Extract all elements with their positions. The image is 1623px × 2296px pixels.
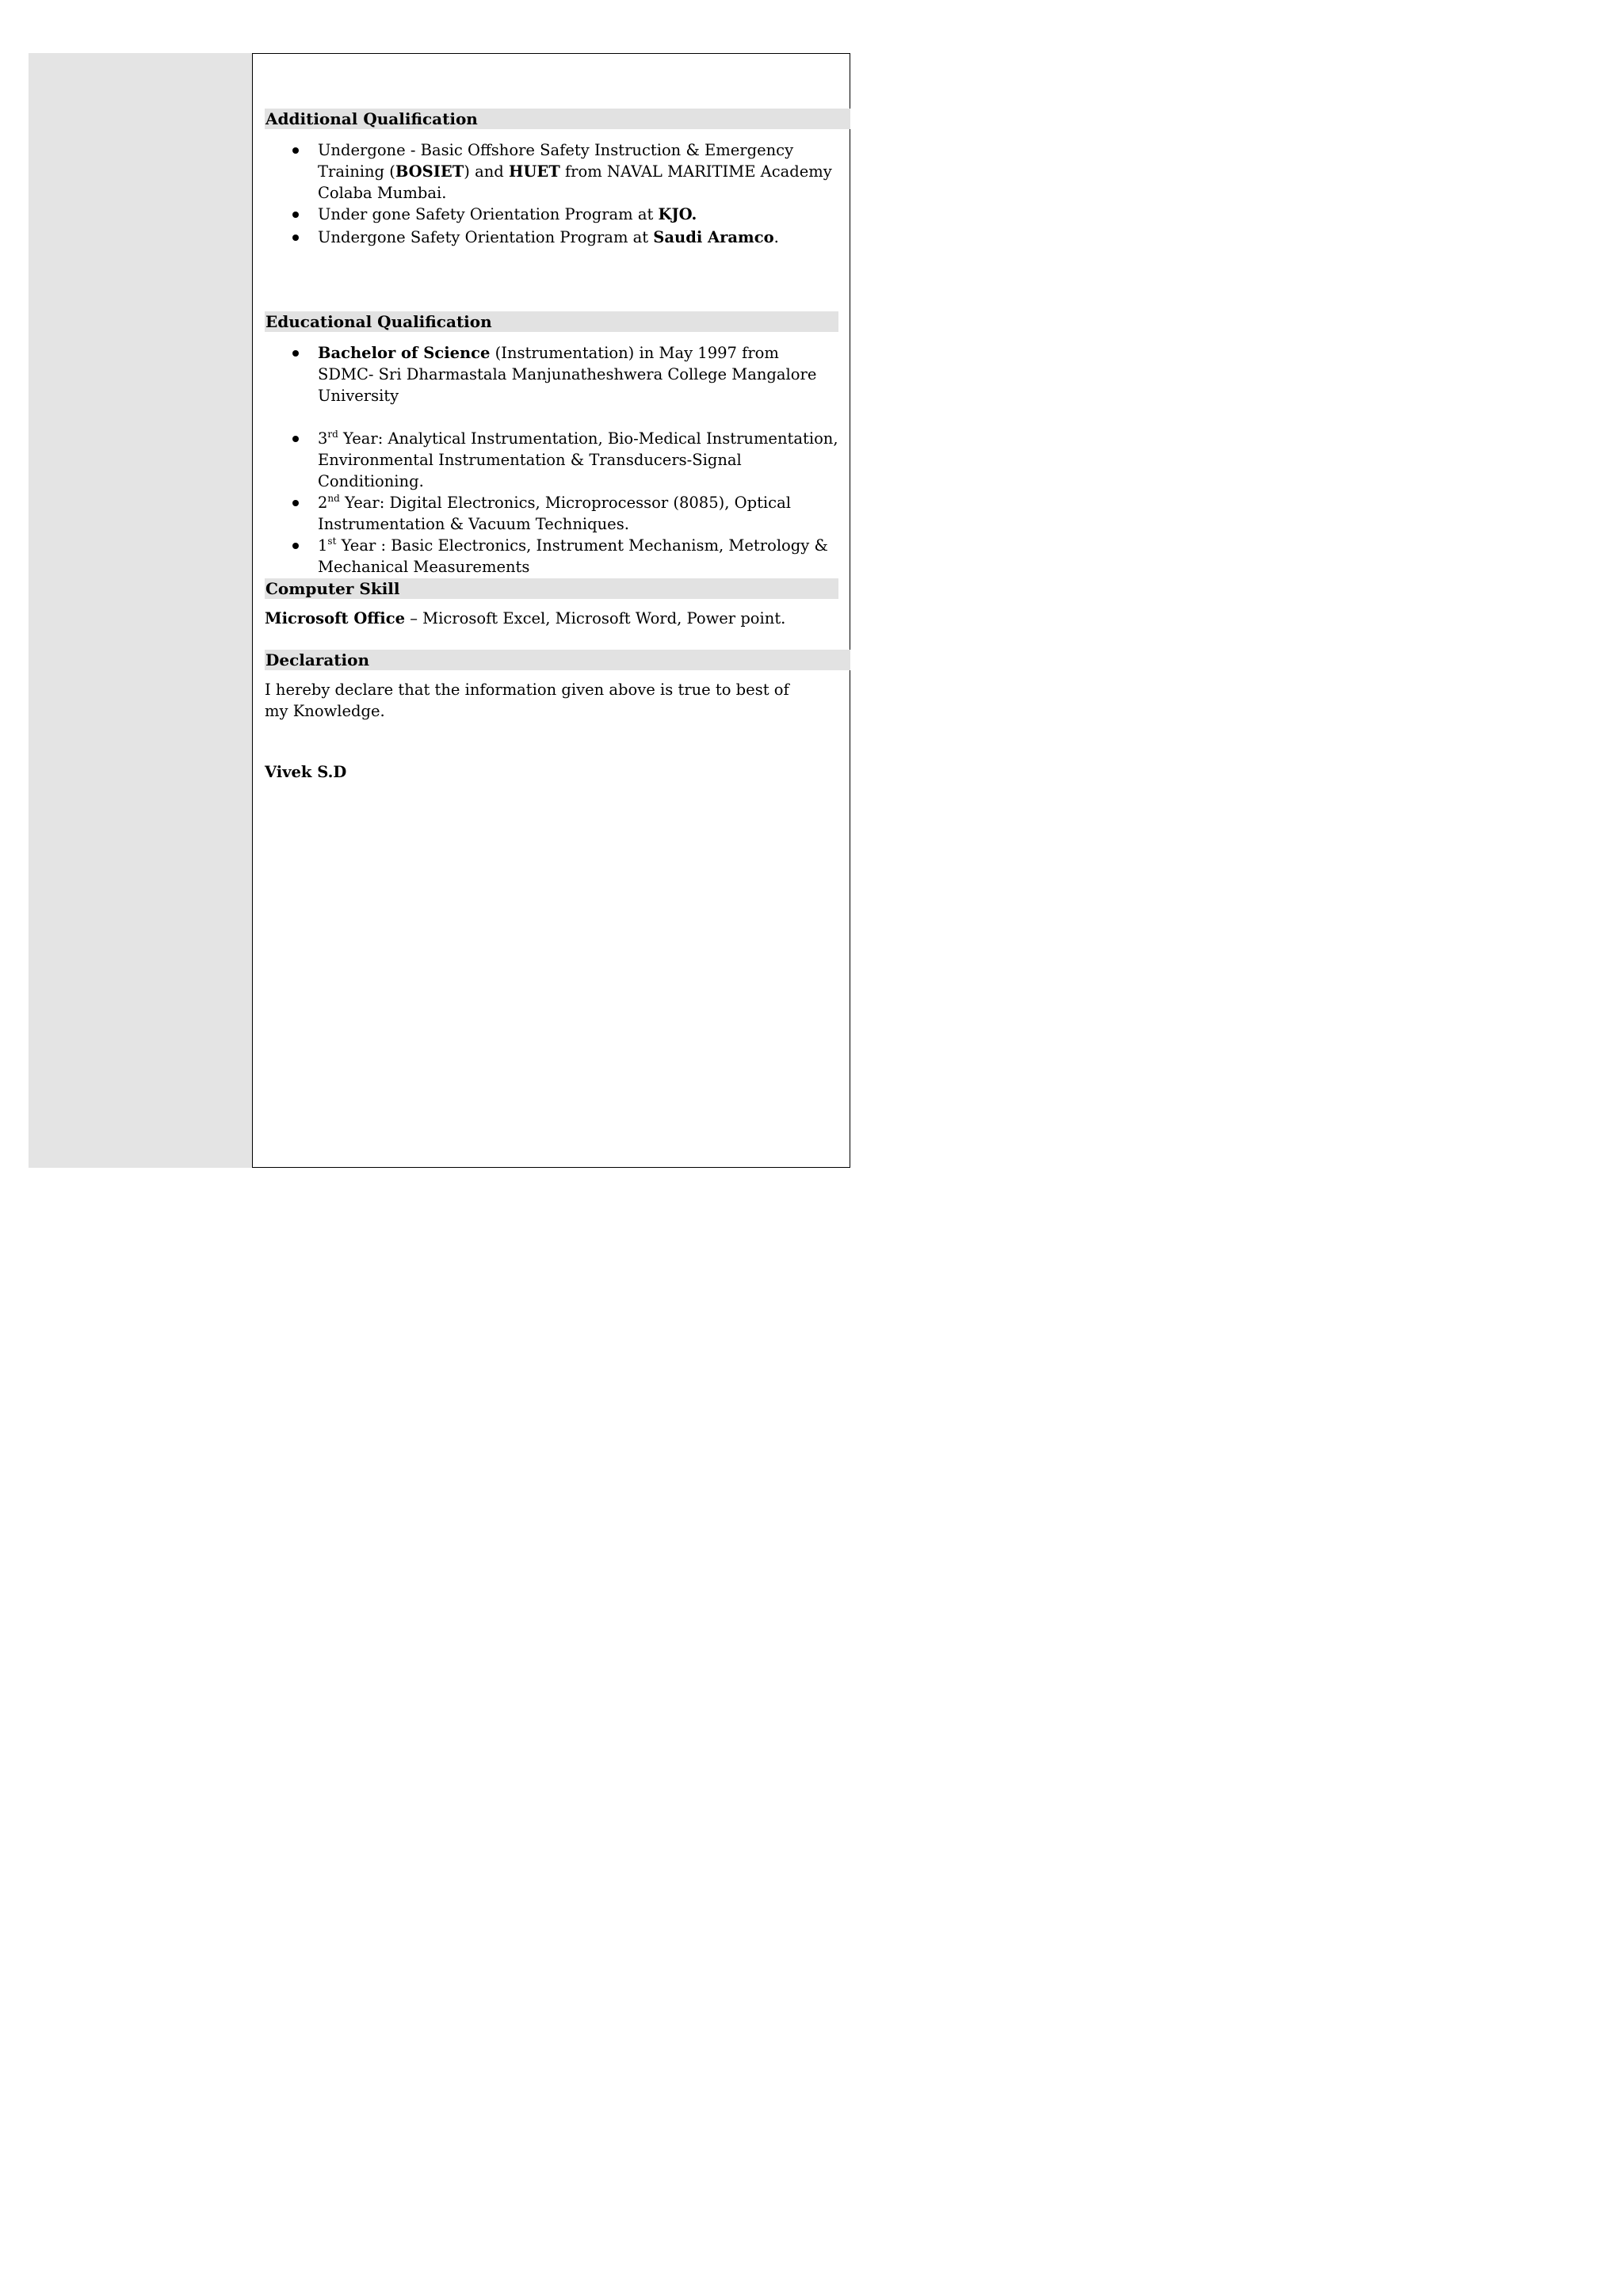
skill-title: Microsoft Office — [265, 609, 405, 627]
item-bold-text: KJO. — [658, 205, 697, 223]
computer-skill-text — [265, 608, 835, 629]
additional-qualification-list — [265, 139, 839, 248]
item-text: Under gone Safety Orientation Program at — [318, 205, 659, 223]
year-subjects: Year : Basic Electronics, Instrument Mechanism, Metrology & Mechanical Measurements — [318, 536, 828, 576]
list-item — [265, 535, 839, 578]
year-subjects: Year: Digital Electronics, Microprocessor (8085), Optical Instrumentation & Vacuum Techniques. — [318, 494, 791, 533]
sidebar-panel — [29, 53, 253, 1168]
item-bold-text: HUET — [508, 162, 560, 181]
declaration-heading: Declaration — [265, 650, 850, 670]
list-item — [265, 227, 839, 248]
item-text: from NAVAL MARITIME Academy Colaba Mumbai. — [318, 162, 832, 202]
list-item — [265, 342, 839, 406]
bullet-icon — [292, 436, 299, 442]
item-text: Undergone Safety Orientation Program at — [318, 228, 654, 246]
year-number: 1 — [318, 536, 328, 555]
year-number: 3 — [318, 429, 328, 448]
additional-qualification-heading: Additional Qualification — [265, 109, 850, 129]
declaration-text: I hereby declare that the information given above is true to best of my Knowledge. — [265, 681, 789, 720]
ordinal-suffix: rd — [327, 429, 338, 440]
item-text: . — [773, 228, 779, 246]
list-item — [265, 139, 839, 204]
year-number: 2 — [318, 494, 328, 512]
item-text: ) and — [464, 162, 509, 181]
item-bold-text: BOSIET — [395, 162, 464, 181]
item-text: Undergone - Basic Offshore Safety Instruction & Emergency Training ( — [318, 141, 794, 181]
signature-name: Vivek S.D — [265, 763, 347, 781]
educational-qualification-heading: Educational Qualification — [265, 311, 838, 332]
bullet-icon — [292, 543, 299, 549]
bullet-icon — [292, 212, 299, 218]
ordinal-suffix: nd — [327, 493, 340, 504]
computer-skill-heading: Computer Skill — [265, 578, 838, 599]
bullet-icon — [292, 350, 299, 357]
list-item — [265, 492, 839, 535]
educational-qualification-list — [265, 342, 839, 578]
year-subjects: Year: Analytical Instrumentation, Bio-Medical Instrumentation, Environmental Instrumentation & Transducers-Signal Conditioning. — [318, 429, 838, 490]
bullet-icon — [292, 235, 299, 241]
bullet-icon — [292, 147, 299, 154]
list-item — [265, 204, 839, 225]
degree-title: Bachelor of Science — [318, 344, 491, 362]
ordinal-suffix: st — [327, 536, 337, 547]
item-bold-text: Saudi Aramco — [653, 228, 774, 246]
bullet-icon — [292, 500, 299, 506]
degree-details: (Instrumentation) in May 1997 from SDMC- Sri Dharmastala Manjunatheshwera College Mangalore University — [318, 344, 817, 405]
skill-details: – Microsoft Excel, Microsoft Word, Power point. — [405, 609, 786, 627]
list-item — [265, 428, 839, 492]
